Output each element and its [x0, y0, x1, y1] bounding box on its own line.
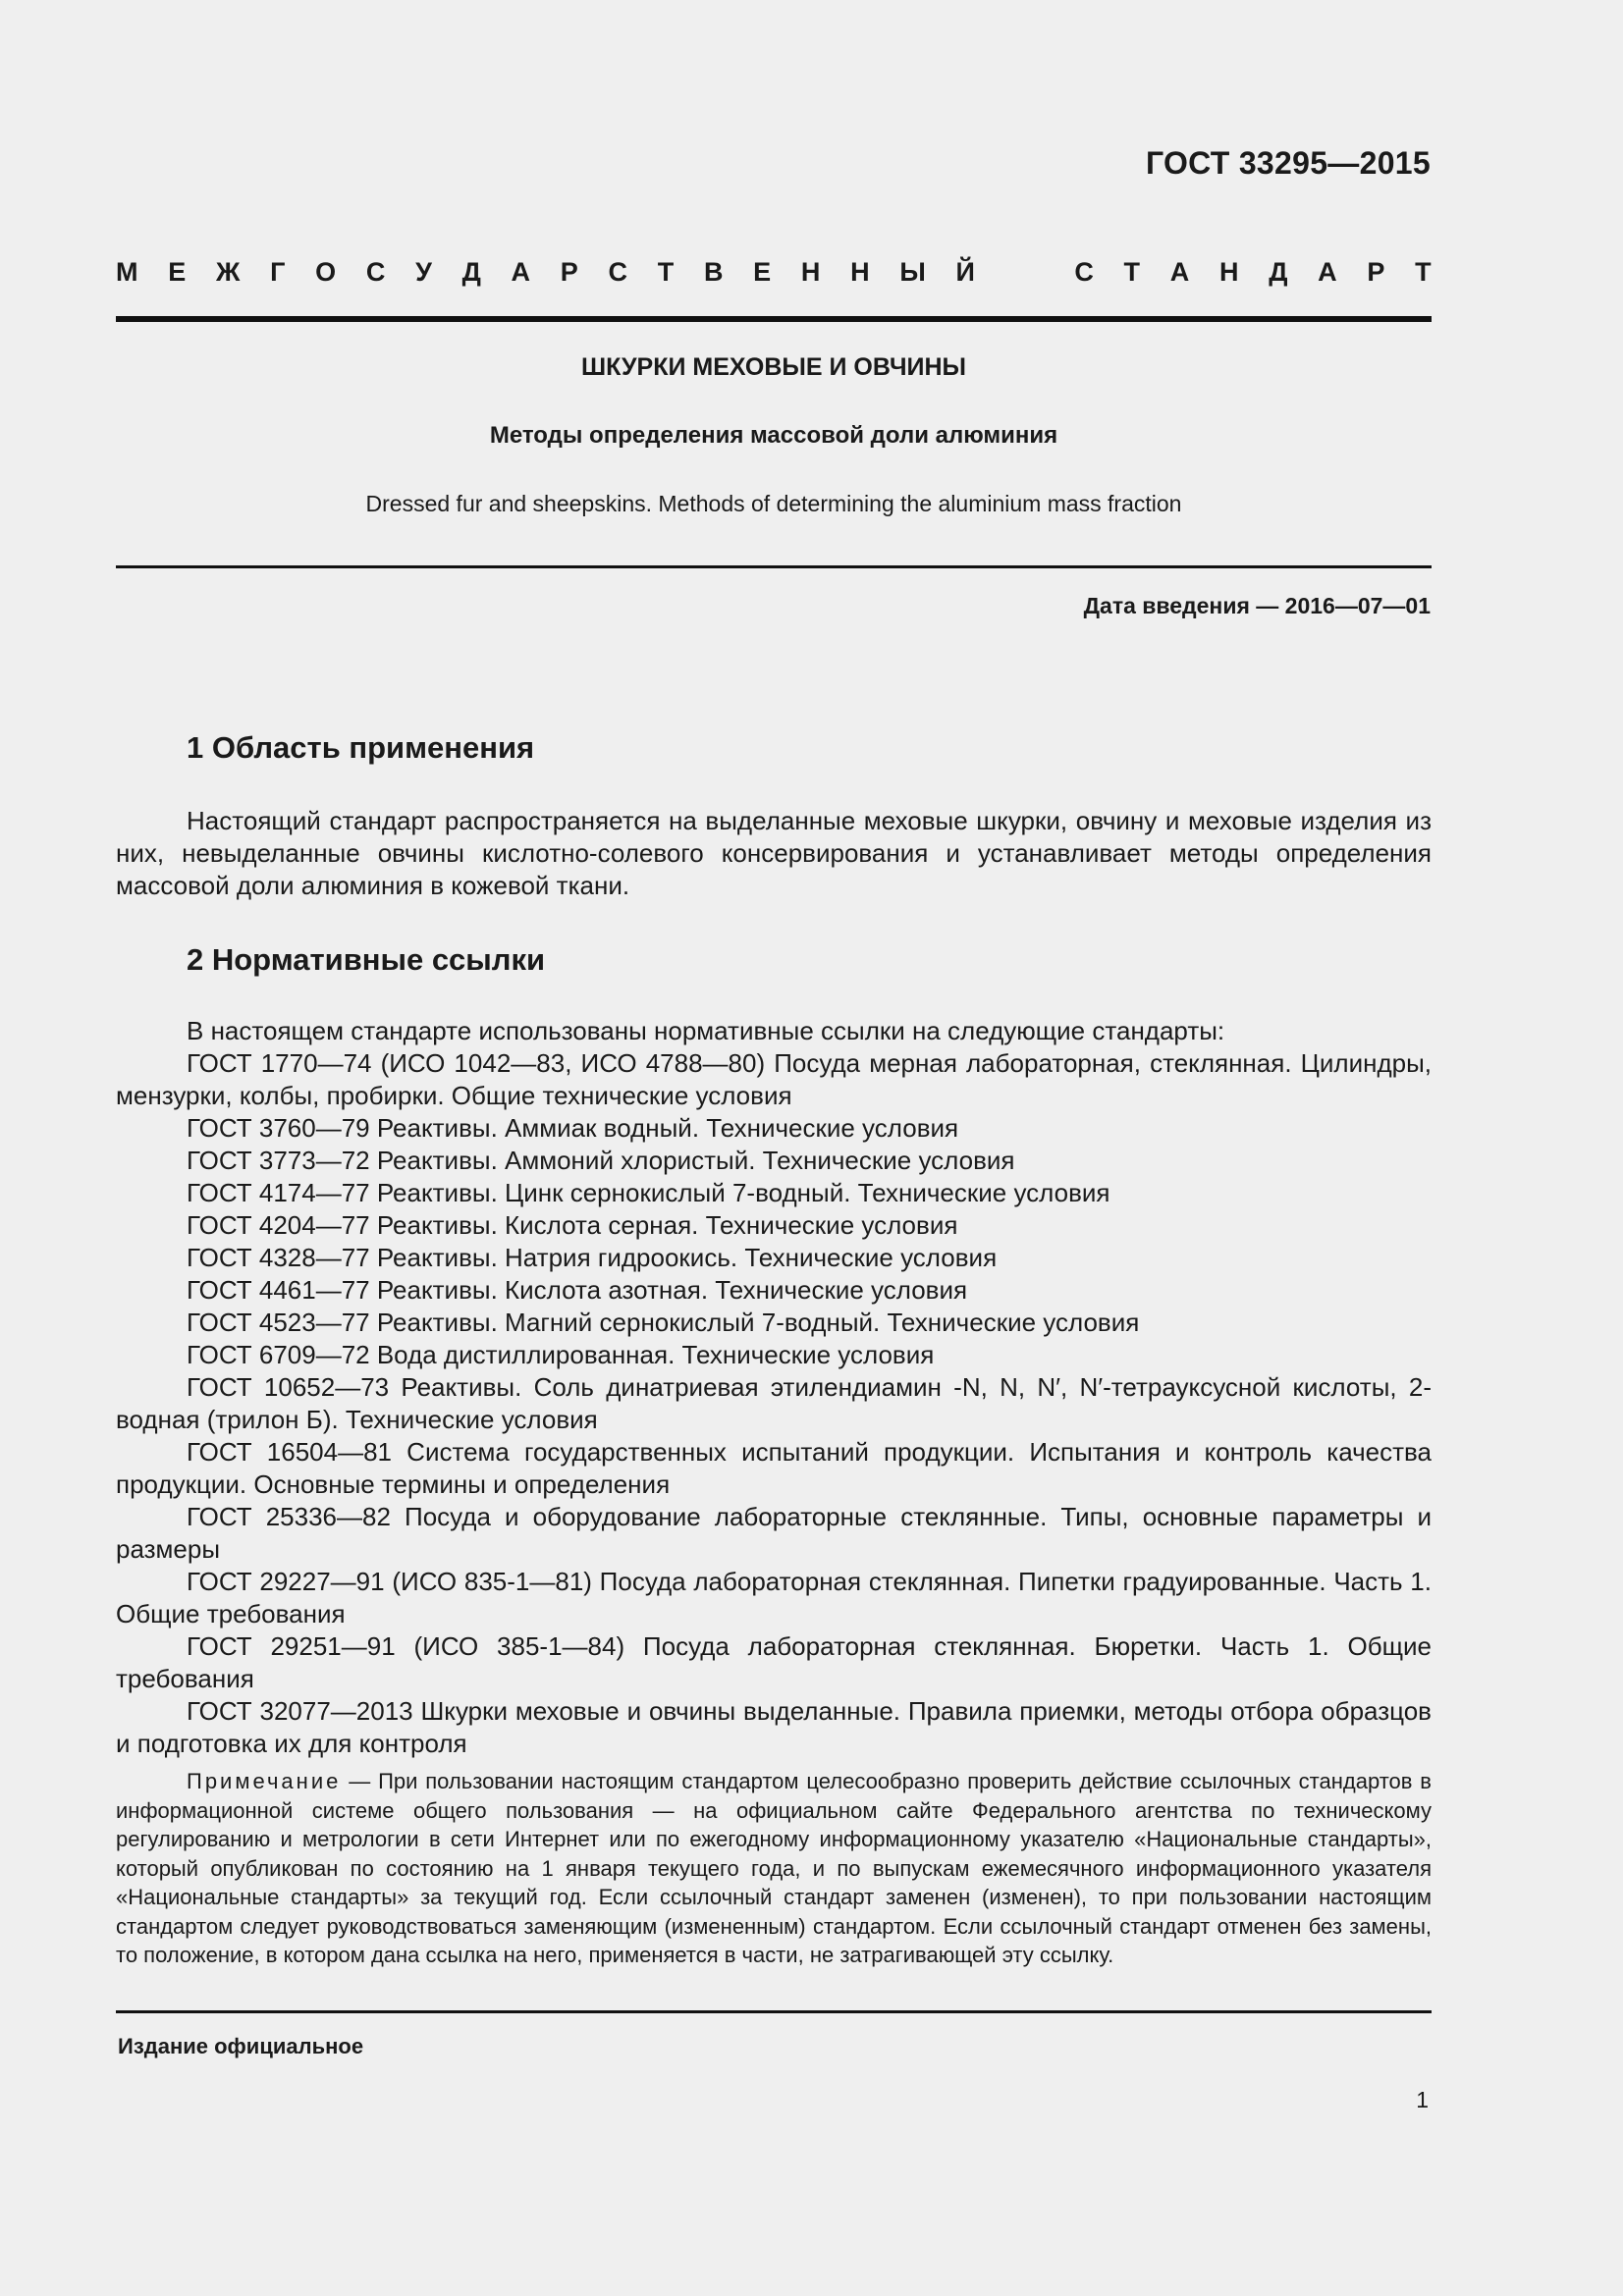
references-intro: В настоящем стандарте использованы нормативные ссылки на следующие стандарты:	[187, 1016, 1225, 1045]
banner-letter: С	[1074, 257, 1094, 287]
introduction-date: Дата введения — 2016—07—01	[1083, 593, 1431, 618]
note-text: — При пользовании настоящим стандартом целесообразно проверить действие ссылочных стандартов в информационной системе общего пользования — на официальном сайте Федерального агентства по техническому регулированию и метрологии в сети Интернет или по ежегодному информационному указателю «Национальные стандарты», который опубликован по состоянию на 1 января текущего года, и по выпускам ежемесячного информационного указателя «Национальные стандарты» за текущий год. Если ссылочный стандарт заменен (изменен), то при пользовании настоящим стандартом следует руководствоваться заменяющим (измененным) стандартом. Если ссылочный стандарт отменен без замены, то положение, в котором дана ссылка на него, применяется в части, не затрагивающей эту ссылку.	[116, 1769, 1432, 1967]
interstate-standard-banner	[116, 257, 1432, 288]
banner-letter: Т	[657, 257, 675, 287]
document-title-english: Dressed fur and sheepskins. Methods of determining the aluminium mass fraction	[365, 491, 1182, 516]
banner-letter: Е	[168, 257, 187, 287]
section-1-text: Настоящий стандарт распространяется на выделанные меховые шкурки, овчину и меховые изделия из них, невыделанные овчины кислотно-солевого консервирования и устанавливает методы определения массовой доли алюминия в кожевой ткани.	[116, 806, 1432, 900]
header-rule	[116, 316, 1432, 322]
reference-item: ГОСТ 29251—91 (ИСО 385-1—84) Посуда лабораторная стеклянная. Бюретки. Часть 1. Общие требования	[116, 1631, 1432, 1693]
banner-letter: Ж	[215, 257, 241, 287]
standard-code: ГОСТ 33295—2015	[1145, 145, 1431, 181]
banner-letter: Д	[461, 257, 481, 287]
banner-letter: А	[511, 257, 531, 287]
official-edition-label: Издание официальное	[118, 2034, 364, 2058]
banner-letter: Н	[850, 257, 870, 287]
reference-item: ГОСТ 6709—72 Вода дистиллированная. Технические условия	[187, 1340, 935, 1369]
reference-item: ГОСТ 10652—73 Реактивы. Соль динатриевая этилендиамин -N, N, N′, N′-тетрауксусной кислоты, 2-водная (трилон Б). Технические условия	[116, 1372, 1432, 1434]
reference-item: ГОСТ 3773—72 Реактивы. Аммоний хлористый. Технические условия	[187, 1146, 1015, 1175]
banner-letter: У	[415, 257, 432, 287]
banner-letter: Т	[1415, 257, 1432, 287]
reference-item: ГОСТ 25336—82 Посуда и оборудование лабораторные стеклянные. Типы, основные параметры и размеры	[116, 1502, 1432, 1564]
document-subtitle: Методы определения массовой доли алюминия	[489, 422, 1058, 449]
reference-item: ГОСТ 4523—77 Реактивы. Магний сернокислый 7-водный. Технические условия	[187, 1308, 1140, 1337]
references-note	[116, 1767, 1432, 1970]
note-label: Примечание	[187, 1769, 342, 1793]
section-1-heading: 1 Область применения	[187, 730, 535, 765]
banner-letter: Ы	[899, 257, 926, 287]
banner-letter: Г	[270, 257, 286, 287]
normative-references	[116, 1015, 1432, 1760]
banner-letter: М	[116, 257, 138, 287]
reference-item: ГОСТ 4174—77 Реактивы. Цинк сернокислый 7-водный. Технические условия	[187, 1178, 1110, 1207]
document-title: ШКУРКИ МЕХОВЫЕ И ОВЧИНЫ	[580, 353, 967, 381]
reference-item: ГОСТ 4461—77 Реактивы. Кислота азотная. Технические условия	[187, 1275, 968, 1305]
reference-item: ГОСТ 4328—77 Реактивы. Натрия гидроокись. Технические условия	[187, 1243, 998, 1272]
reference-item: ГОСТ 16504—81 Система государственных испытаний продукции. Испытания и контроль качества продукции. Основные термины и определения	[116, 1437, 1432, 1499]
page-number: 1	[1416, 2087, 1429, 2112]
banner-letter: Р	[1367, 257, 1385, 287]
section-2-heading: 2 Нормативные ссылки	[187, 942, 546, 977]
banner-letter: С	[608, 257, 627, 287]
title-rule	[116, 565, 1432, 568]
banner-letter: О	[315, 257, 337, 287]
banner-letter: В	[703, 257, 724, 287]
banner-letter: Е	[753, 257, 772, 287]
banner-letter: Й	[955, 257, 975, 287]
banner-letter: Д	[1269, 257, 1288, 287]
reference-item: ГОСТ 3760—79 Реактивы. Аммиак водный. Технические условия	[187, 1113, 959, 1143]
banner-letter: Н	[1218, 257, 1239, 287]
reference-item: ГОСТ 32077—2013 Шкурки меховые и овчины выделанные. Правила приемки, методы отбора образцов и подготовка их для контроля	[116, 1696, 1432, 1758]
footer-rule	[116, 2010, 1432, 2013]
reference-item: ГОСТ 29227—91 (ИСО 835-1—81) Посуда лабораторная стеклянная. Пипетки градуированные. Часть 1. Общие требования	[116, 1567, 1432, 1629]
banner-letter: С	[365, 257, 386, 287]
banner-word-gap	[1005, 257, 1045, 288]
banner-letter: А	[1318, 257, 1337, 287]
reference-item: ГОСТ 4204—77 Реактивы. Кислота серная. Технические условия	[187, 1210, 958, 1240]
banner-letter: Т	[1123, 257, 1141, 287]
banner-letter: Р	[560, 257, 578, 287]
banner-letter: А	[1169, 257, 1190, 287]
reference-item: ГОСТ 1770—74 (ИСО 1042—83, ИСО 4788—80) Посуда мерная лабораторная, стеклянная. Цилиндры, мензурки, колбы, пробирки. Общие технические условия	[116, 1048, 1432, 1110]
banner-letter: Н	[800, 257, 821, 287]
